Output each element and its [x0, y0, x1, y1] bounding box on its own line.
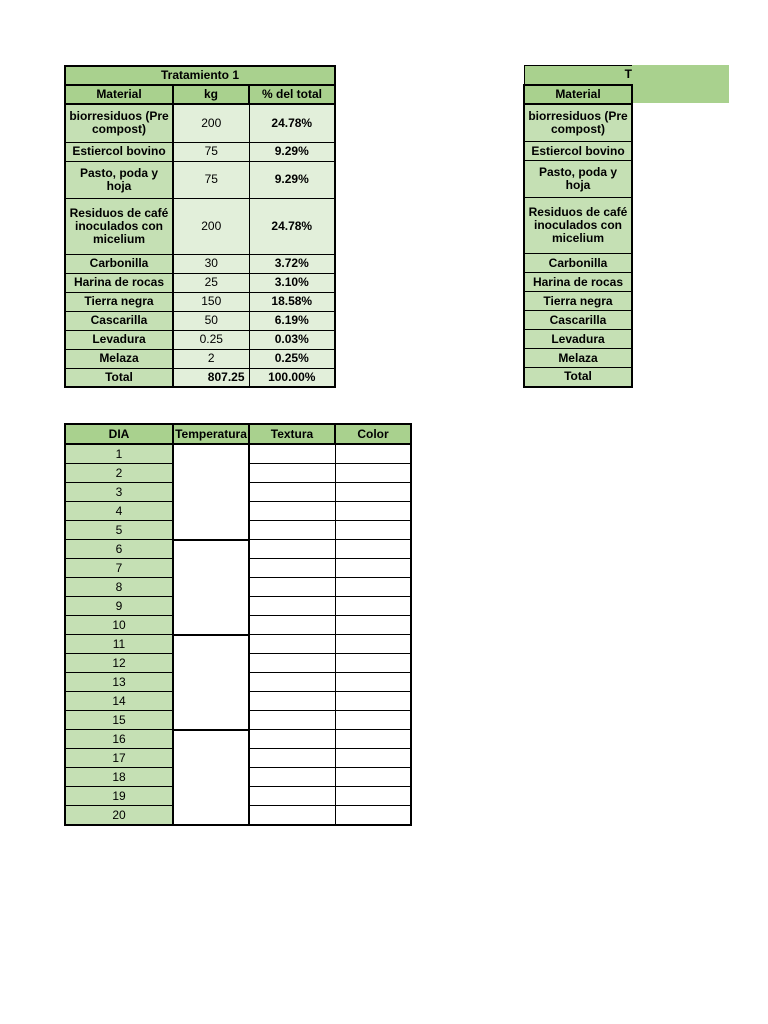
- day-cell: 1: [65, 444, 173, 464]
- day-cell: 16: [65, 730, 173, 749]
- kg-cell: 150: [173, 292, 249, 311]
- pct-cell: 9.29%: [249, 161, 335, 198]
- total-label: Total: [65, 368, 173, 387]
- day-cell: 2: [65, 464, 173, 483]
- textura-cell[interactable]: [249, 635, 335, 654]
- treatment-1-title: Tratamiento 1: [65, 66, 335, 85]
- treatment-1-table: [64, 65, 336, 388]
- color-cell[interactable]: [335, 768, 411, 787]
- textura-cell[interactable]: [249, 692, 335, 711]
- day-cell: 5: [65, 521, 173, 540]
- day-cell: 6: [65, 540, 173, 559]
- temperatura-cell[interactable]: [173, 444, 249, 540]
- textura-cell[interactable]: [249, 597, 335, 616]
- header-fill: [631, 65, 729, 103]
- header-temperatura: Temperatura: [173, 424, 249, 444]
- pct-cell: 18.58%: [249, 292, 335, 311]
- color-cell[interactable]: [335, 559, 411, 578]
- day-cell: 19: [65, 787, 173, 806]
- material-cell: biorresiduos (Pre compost): [65, 104, 173, 142]
- textura-cell[interactable]: [249, 616, 335, 635]
- color-cell[interactable]: [335, 711, 411, 730]
- textura-cell[interactable]: [249, 768, 335, 787]
- day-cell: 10: [65, 616, 173, 635]
- material-cell: Carbonilla: [524, 254, 632, 273]
- textura-cell[interactable]: [249, 464, 335, 483]
- material-cell: Residuos de café inoculados con micelium: [524, 198, 632, 254]
- material-cell: Estiercol bovino: [65, 142, 173, 161]
- color-cell[interactable]: [335, 654, 411, 673]
- kg-cell: 200: [173, 198, 249, 254]
- header-kg: kg: [173, 85, 249, 104]
- total-kg: 807.25: [173, 368, 249, 387]
- material-cell: Cascarilla: [65, 311, 173, 330]
- textura-cell[interactable]: [249, 559, 335, 578]
- pct-cell: 24.78%: [249, 198, 335, 254]
- day-cell: 14: [65, 692, 173, 711]
- day-cell: 12: [65, 654, 173, 673]
- temperatura-cell[interactable]: [173, 540, 249, 635]
- kg-cell: 0.25: [173, 330, 249, 349]
- textura-cell[interactable]: [249, 521, 335, 540]
- textura-cell[interactable]: [249, 730, 335, 749]
- color-cell[interactable]: [335, 806, 411, 826]
- color-cell[interactable]: [335, 616, 411, 635]
- header-material: Material: [65, 85, 173, 104]
- day-cell: 15: [65, 711, 173, 730]
- pct-cell: 3.10%: [249, 273, 335, 292]
- textura-cell[interactable]: [249, 711, 335, 730]
- day-cell: 18: [65, 768, 173, 787]
- kg-cell: 2: [173, 349, 249, 368]
- header-pct: % del total: [249, 85, 335, 104]
- color-cell[interactable]: [335, 673, 411, 692]
- material-cell: Pasto, poda y hoja: [65, 161, 173, 198]
- material-cell: Melaza: [524, 349, 632, 368]
- textura-cell[interactable]: [249, 483, 335, 502]
- day-cell: 8: [65, 578, 173, 597]
- material-cell: Cascarilla: [524, 311, 632, 330]
- textura-cell[interactable]: [249, 444, 335, 464]
- color-cell[interactable]: [335, 730, 411, 749]
- total-pct: 100.00%: [249, 368, 335, 387]
- pct-cell: 24.78%: [249, 104, 335, 142]
- material-cell: Tierra negra: [65, 292, 173, 311]
- day-cell: 20: [65, 806, 173, 826]
- color-cell[interactable]: [335, 597, 411, 616]
- pct-cell: 0.25%: [249, 349, 335, 368]
- material-cell: Estiercol bovino: [524, 142, 632, 161]
- material-cell: Levadura: [65, 330, 173, 349]
- textura-cell[interactable]: [249, 787, 335, 806]
- day-cell: 11: [65, 635, 173, 654]
- color-cell[interactable]: [335, 521, 411, 540]
- kg-cell: 75: [173, 142, 249, 161]
- pct-cell: 3.72%: [249, 254, 335, 273]
- textura-cell[interactable]: [249, 749, 335, 768]
- color-cell[interactable]: [335, 749, 411, 768]
- day-cell: 13: [65, 673, 173, 692]
- pct-cell: 9.29%: [249, 142, 335, 161]
- day-cell: 7: [65, 559, 173, 578]
- material-cell: Levadura: [524, 330, 632, 349]
- color-cell[interactable]: [335, 787, 411, 806]
- temperatura-cell[interactable]: [173, 730, 249, 826]
- color-cell[interactable]: [335, 502, 411, 521]
- day-cell: 17: [65, 749, 173, 768]
- textura-cell[interactable]: [249, 654, 335, 673]
- kg-cell: 30: [173, 254, 249, 273]
- color-cell[interactable]: [335, 578, 411, 597]
- material-cell: Harina de rocas: [65, 273, 173, 292]
- day-cell: 3: [65, 483, 173, 502]
- treatment-2-table: [523, 65, 633, 388]
- day-cell: 9: [65, 597, 173, 616]
- textura-cell[interactable]: [249, 540, 335, 559]
- textura-cell[interactable]: [249, 673, 335, 692]
- kg-cell: 50: [173, 311, 249, 330]
- color-cell[interactable]: [335, 483, 411, 502]
- header-dia: DIA: [65, 424, 173, 444]
- material-cell: Melaza: [65, 349, 173, 368]
- material-cell: Residuos de café inoculados con micelium: [65, 198, 173, 254]
- color-cell[interactable]: [335, 464, 411, 483]
- header-color: Color: [335, 424, 411, 444]
- header-textura: Textura: [249, 424, 335, 444]
- material-cell: Harina de rocas: [524, 273, 632, 292]
- textura-cell[interactable]: [249, 578, 335, 597]
- color-cell[interactable]: [335, 692, 411, 711]
- textura-cell[interactable]: [249, 502, 335, 521]
- material-cell: Tierra negra: [524, 292, 632, 311]
- kg-cell: 25: [173, 273, 249, 292]
- kg-cell: 75: [173, 161, 249, 198]
- header-material: Material: [524, 85, 632, 104]
- pct-cell: 0.03%: [249, 330, 335, 349]
- kg-cell: 200: [173, 104, 249, 142]
- material-cell: biorresiduos (Pre compost): [524, 104, 632, 142]
- material-cell: Pasto, poda y hoja: [524, 161, 632, 198]
- color-cell[interactable]: [335, 444, 411, 464]
- textura-cell[interactable]: [249, 806, 335, 826]
- temperatura-cell[interactable]: [173, 635, 249, 730]
- total-label: Total: [524, 368, 632, 387]
- treatment-2-title: T: [524, 66, 632, 85]
- color-cell[interactable]: [335, 540, 411, 559]
- pct-cell: 6.19%: [249, 311, 335, 330]
- color-cell[interactable]: [335, 635, 411, 654]
- daily-log-table: [64, 423, 412, 826]
- day-cell: 4: [65, 502, 173, 521]
- material-cell: Carbonilla: [65, 254, 173, 273]
